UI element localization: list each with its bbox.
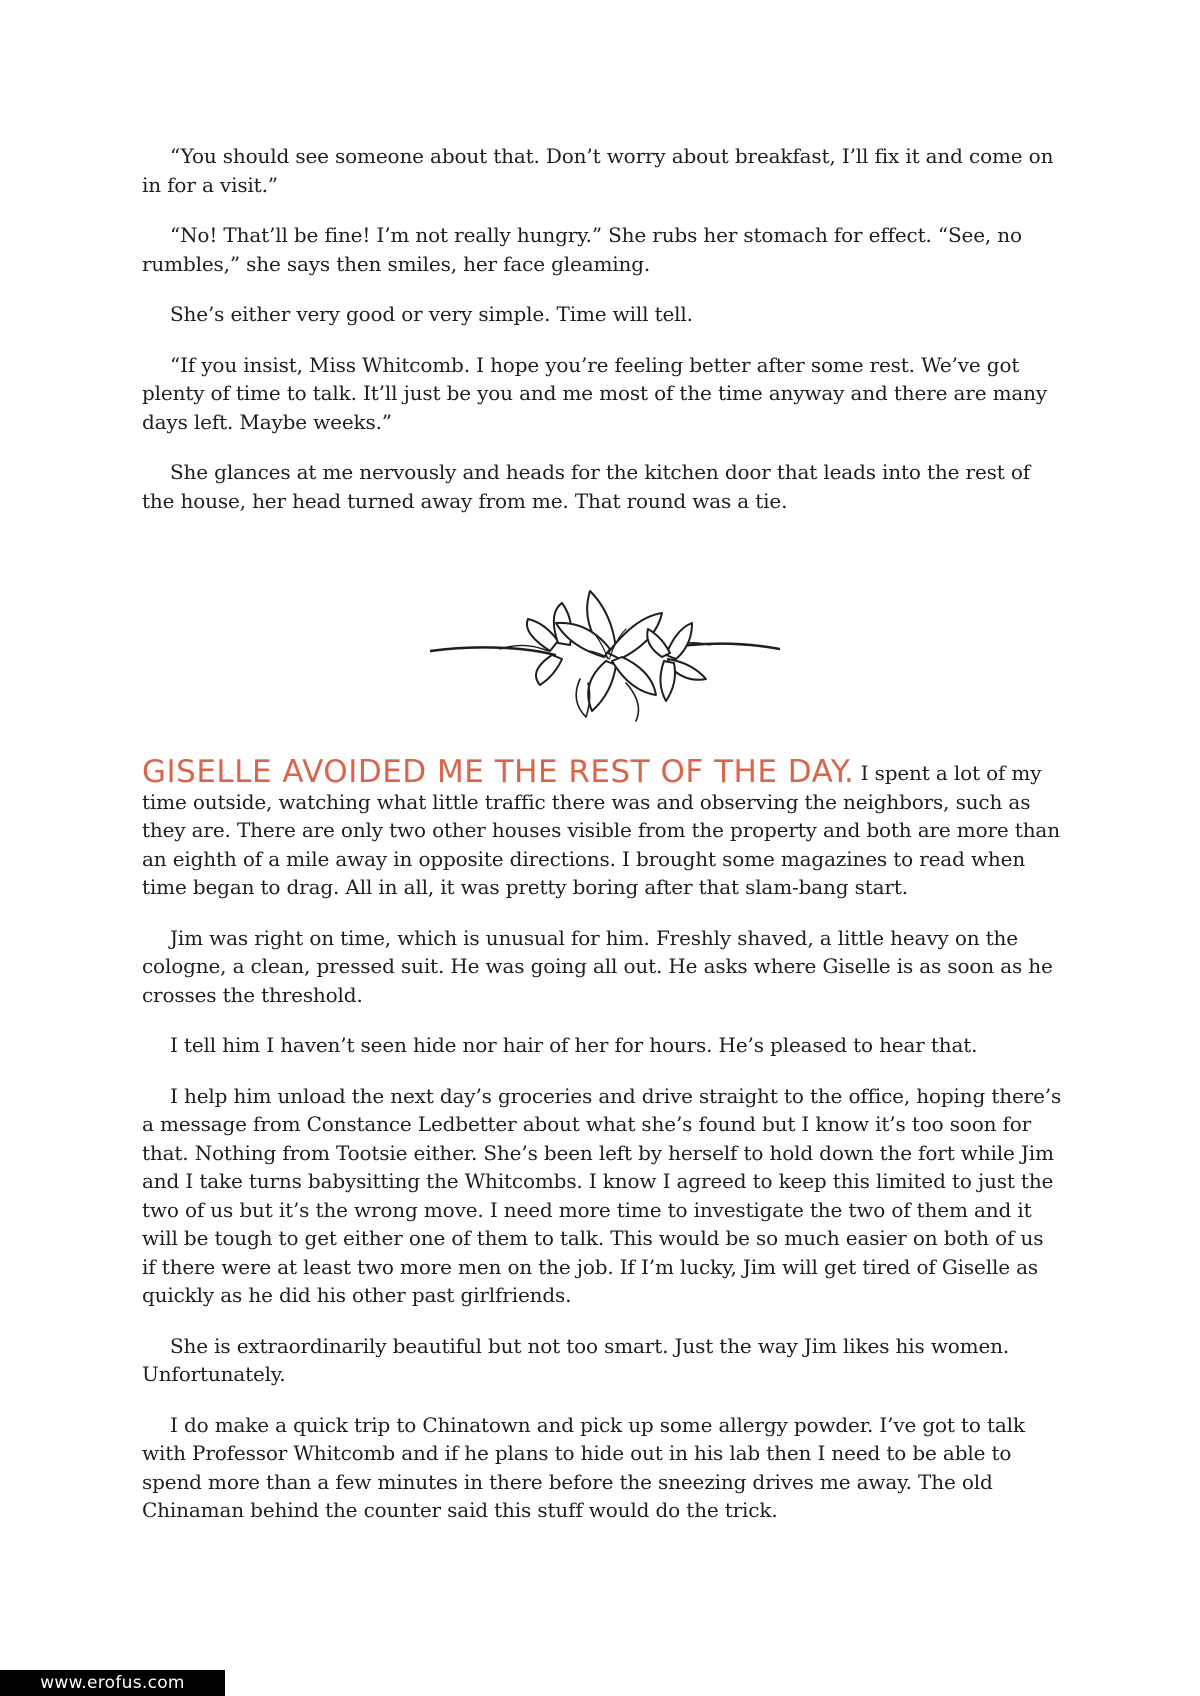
section-lead-heading: GISELLE AVOIDED ME THE REST OF THE DAY. [142, 754, 855, 790]
text-block-top [142, 142, 1062, 537]
paragraph: I do make a quick trip to Chinatown and pick up some allergy powder. I’ve got to talk with Professor Whitcomb and if he plans to hide out in his lab then I need to be able to spend more than a few minutes in there before the sneezing drives me away. The old Chinaman behind the counter said this stuff would do the trick. [142, 1412, 1025, 1522]
paragraph: “You should see someone about that. Don’t worry about breakfast, I’ll fix it and come on in for a visit.” [142, 144, 1054, 197]
section-opening-paragraph [142, 754, 1062, 902]
section-opening-text: I spent a lot of my time outside, watching what little traffic there was and observing the neighbors, such as they are. There are only two other houses visible from the property and both are more than an eighth of a mile away in opposite directions. I brought some magazines to read when time began to drag. All in all, it was pretty boring after that slam-bang start. [142, 761, 1060, 899]
paragraph: She’s either very good or very simple. Time will tell. [170, 302, 693, 326]
watermark-link[interactable]: www.erofus.com [0, 1670, 225, 1696]
paragraph: She glances at me nervously and heads for the kitchen door that leads into the rest of the house, her head turned away from me. That round was a tie. [142, 460, 1030, 513]
paragraph: She is extraordinarily beautiful but not too smart. Just the way Jim likes his women. Unfortunately. [142, 1333, 1010, 1386]
paragraph: “No! That’ll be fine! I’m not really hungry.” She rubs her stomach for effect. “See, no rumbles,” she says then smiles, her face gleaming. [142, 223, 1022, 276]
text-block-bottom [142, 754, 1062, 1547]
paragraph: Jim was right on time, which is unusual for him. Freshly shaved, a little heavy on the cologne, a clean, pressed suit. He was going all out. He asks where Giselle is as soon as he crosses the threshold. [142, 925, 1053, 1007]
paragraph: I tell him I haven’t seen hide nor hair of her for hours. He’s pleased to hear that. [170, 1033, 978, 1057]
paragraph: “If you insist, Miss Whitcomb. I hope you’re feeling better after some rest. We’ve got plenty of time to talk. It’ll just be you and me most of the time anyway and there are many days left. Maybe weeks.” [142, 352, 1048, 434]
lily-flower-divider-icon [430, 583, 780, 723]
paragraph: I help him unload the next day’s groceries and drive straight to the office, hoping there’s a message from Constance Ledbetter about what she’s found but I know it’s too soon for that. Nothing from Tootsie either. She’s been left by herself to hold down the fort while Jim and I take turns babysitting the Whitcombs. I know I agreed to keep this limited to just the two of us but it’s the wrong move. I need more time to investigate the two of them and it will be tough to get either one of them to talk. This would be so much easier on both of us if there were at least two more men on the job. If I’m lucky, Jim will get tired of Giselle as quickly as he did his other past girlfriends. [142, 1083, 1062, 1307]
